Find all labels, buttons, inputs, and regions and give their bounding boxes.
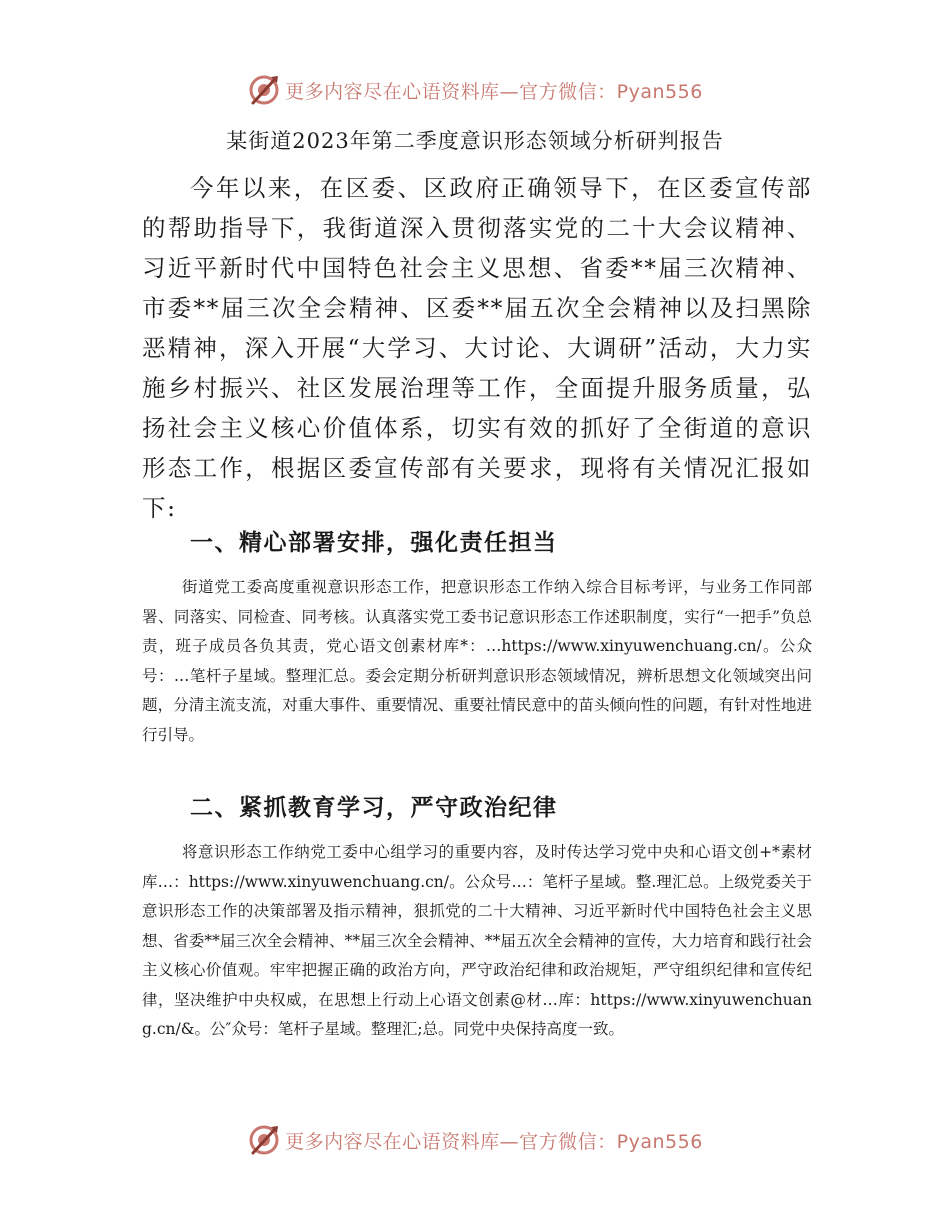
quill-seal-icon: [247, 1123, 281, 1157]
watermark-banner-top: [0, 70, 950, 110]
section-body-2: 将意识形态工作纳党工委中心组学习的重要内容，及时传达学习党中央和心语文创+*素材库…：https://www.xinyuwenchuang.cn/。公众号…：笔杆子星域。整.理汇总。上级党委关于意识形态工作的决策部署及指示精神，狠抓党的二十大精神、习近平新时代中国特色社会主义思想、省委**届三次全会精神、**届三次全会精神、**届五次全会精神的宣传，大力培育和践行社会主义核心价值观。牢牢把握正确的政治方向，严守政治纪律和政治规矩，严守组织纪律和宣传纪律，坚决维护中央权威，在思想上行动上心语文创素@材…库：https://www.xinyuwenchuang.cn/&。公″众号：笔杆子星域。整理汇;总。同党中央保持高度一致。: [142, 843, 812, 1038]
watermark-text: 更多内容尽在心语资料库—官方微信：Pyan556: [285, 80, 703, 103]
section-heading-2: 二、紧抓教育学习，严守政治纪律: [190, 794, 558, 821]
section-body-1: 街道党工委高度重视意识形态工作，把意识形态工作纳入综合目标考评，与业务工作同部署、同落实、同检查、同考核。认真落实党工委书记意识形态工作述职制度，实行“一把手”负总责，班子成员各负其责，党心语文创素材库*：…https://www.xinyuwenchuang.cn/。公众号：…笔杆子星域。整理汇总。委会定期分析研判意识形态领域情况，辨析思想文化领域突出问题，分清主流支流，对重大事件、重要情况、重要社情民意中的苗头倾向性的问题，有针对性地进行引导。: [142, 578, 812, 744]
watermark-text: 更多内容尽在心语资料库—官方微信：Pyan556: [285, 1130, 703, 1153]
intro-paragraph: 今年以来，在区委、区政府正确领导下，在区委宣传部的帮助指导下，我街道深入贯彻落实党的二十大会议精神、习近平新时代中国特色社会主义思想、省委**届三次精神、市委**届三次全会精神、区委**届五次全会精神以及扫黑除恶精神，深入开展“大学习、大讨论、大调研”活动，大力实施乡村振兴、社区发展治理等工作，全面提升服务质量，弘扬社会主义核心价值体系，切实有效的抓好了全街道的意识形态工作，根据区委宣传部有关要求，现将有关情况汇报如下:: [142, 174, 812, 522]
watermark-banner-bottom: [0, 1120, 950, 1160]
section-heading-1: 一、精心部署安排，强化责任担当: [190, 529, 558, 556]
quill-seal-icon: [247, 73, 281, 107]
document-title: 某街道2023年第二季度意识形态领域分析研判报告: [226, 129, 724, 153]
